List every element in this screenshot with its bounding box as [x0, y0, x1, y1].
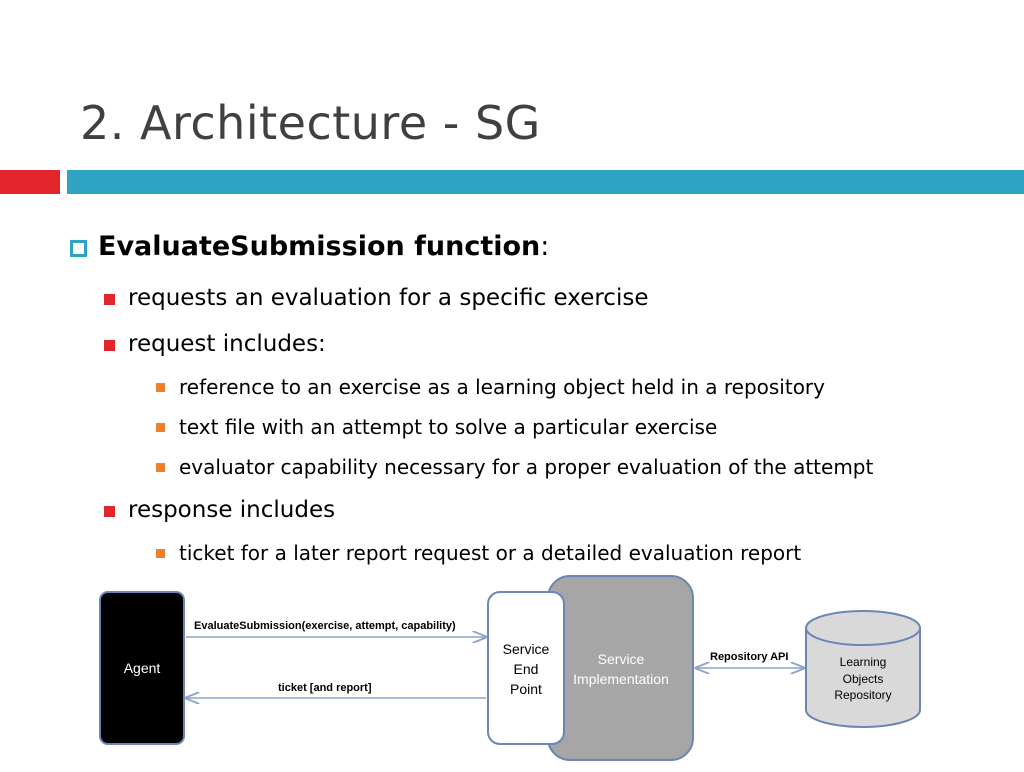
bullet-req-item-3: [179, 455, 873, 479]
repo-line-3: Repository: [834, 688, 892, 702]
small-square-bullet-icon: [156, 549, 165, 558]
bullet-resp-item-text: ticket for a later report request or a detailed evaluation report: [179, 541, 802, 565]
repo-line-2: Objects: [842, 672, 884, 686]
bullet-main-colon: :: [540, 231, 550, 262]
call-arrow-label: EvaluateSubmission(exercise, attempt, capability): [194, 620, 456, 632]
small-square-bullet-icon: [156, 383, 165, 392]
return-arrow-label: ticket [and report]: [278, 682, 372, 694]
slide-title: 2. Architecture - SG: [80, 96, 541, 150]
endpoint-line-3: Point: [510, 681, 542, 697]
bullet-resp-item-1: [179, 541, 801, 565]
bullet-requests-text: requests an evaluation for a specific exercise: [128, 285, 649, 311]
repo-line-1: Learning: [839, 655, 887, 669]
bullet-response-includes: [128, 497, 335, 523]
small-square-bullet-icon: [156, 423, 165, 432]
small-square-bullet-icon: [156, 463, 165, 472]
bullet-req-item-text: text file with an attempt to solve a particular exercise: [179, 415, 718, 439]
bullet-request-includes-text: request includes:: [128, 331, 326, 357]
bullet-main: [98, 231, 549, 262]
architecture-diagram: [0, 570, 1024, 768]
repository-api-label: Repository API: [710, 651, 789, 663]
bullet-req-item-1: [179, 375, 825, 399]
agent-label: Agent: [123, 660, 161, 676]
bullet-req-item-text: reference to an exercise as a learning object held in a repository: [179, 375, 825, 399]
endpoint-line-1: Service: [502, 641, 550, 657]
endpoint-line-2: End: [513, 661, 539, 677]
bullet-req-item-2: [179, 415, 717, 439]
architecture-diagram-svg: [0, 570, 1024, 768]
square-bullet-icon: [104, 506, 115, 517]
bullet-req-item-text: evaluator capability necessary for a proper evaluation of the attempt: [179, 455, 874, 479]
bullet-request-includes: [128, 331, 326, 357]
impl-line-2: Implementation: [573, 671, 669, 687]
impl-line-1: Service: [597, 651, 645, 667]
bullet-requests: [128, 285, 648, 311]
bullet-main-text: EvaluateSubmission function: [98, 231, 541, 262]
bullet-response-includes-text: response includes: [128, 497, 336, 523]
service-implementation-box: [548, 576, 693, 760]
square-bullet-icon: [104, 340, 115, 351]
square-bullet-icon: [104, 294, 115, 305]
square-outline-bullet-icon: [70, 240, 87, 257]
